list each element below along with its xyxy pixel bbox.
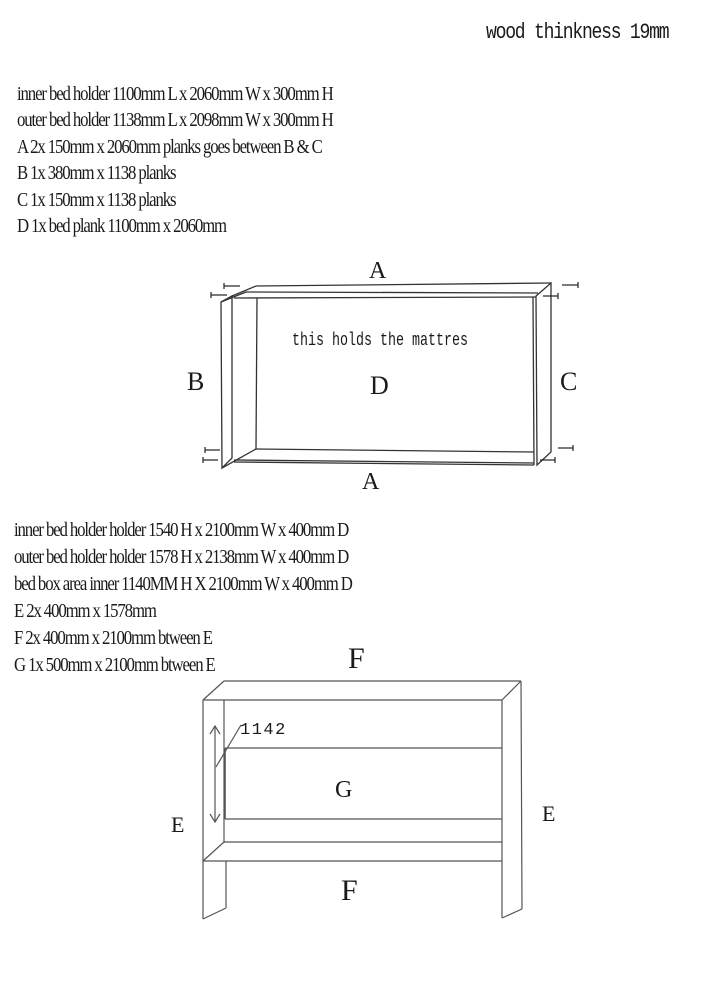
label-g: G <box>335 777 353 803</box>
spec-line-g: G 1x 500mm x 2100mm btween E <box>14 655 215 676</box>
screw-icon <box>540 457 555 463</box>
screw-icon <box>562 282 578 288</box>
label-f-bottom: F <box>341 874 358 907</box>
screw-icon <box>224 283 240 289</box>
label-e-left: E <box>171 812 185 837</box>
spec-line-outer: outer bed holder 1138mm L x 2098mm W x 300mm H <box>17 110 333 131</box>
label-e-right: E <box>542 801 556 826</box>
screw-icon <box>558 445 573 451</box>
spec-line-e: E 2x 400mm x 1578mm <box>14 601 156 622</box>
spec-line-inner: inner bed holder 1100mm L x 2060mm W x 300mm H <box>17 84 333 105</box>
label-f-top: F <box>348 642 365 675</box>
spec-line-c: C 1x 150mm x 1138 planks <box>17 190 176 211</box>
spec-line-f: F 2x 400mm x 2100mm btween E <box>14 628 212 649</box>
label-d: D <box>370 371 389 400</box>
wood-thickness-note: wood thinkness 19mm <box>486 20 669 45</box>
screw-icon <box>205 447 220 453</box>
spec-line-b: B 1x 380mm x 1138 planks <box>17 163 176 184</box>
label-c: C <box>560 367 578 396</box>
spec-line-bed-box: bed box area inner 1140MM H X 2100mm W x 400mm D <box>14 574 352 595</box>
screw-icon <box>203 457 218 463</box>
label-b: B <box>187 367 205 396</box>
screw-icon <box>211 292 227 298</box>
spec-line-inner-frame: inner bed holder holder 1540 H x 2100mm W x 400mm D <box>14 520 349 541</box>
dimension-1142: 1142 <box>240 721 287 740</box>
spec-line-outer-frame: outer bed holder holder 1578 H x 2138mm W x 400mm D <box>14 547 349 568</box>
label-a-bottom: A <box>362 469 380 495</box>
spec-line-d: D 1x bed plank 1100mm x 2060mm <box>17 216 226 237</box>
spec-line-a: A 2x 150mm x 2060mm planks goes between B & C <box>17 137 322 158</box>
mattress-note: this holds the mattres <box>292 331 468 351</box>
label-a-top: A <box>369 258 387 284</box>
screw-icon <box>543 293 558 299</box>
